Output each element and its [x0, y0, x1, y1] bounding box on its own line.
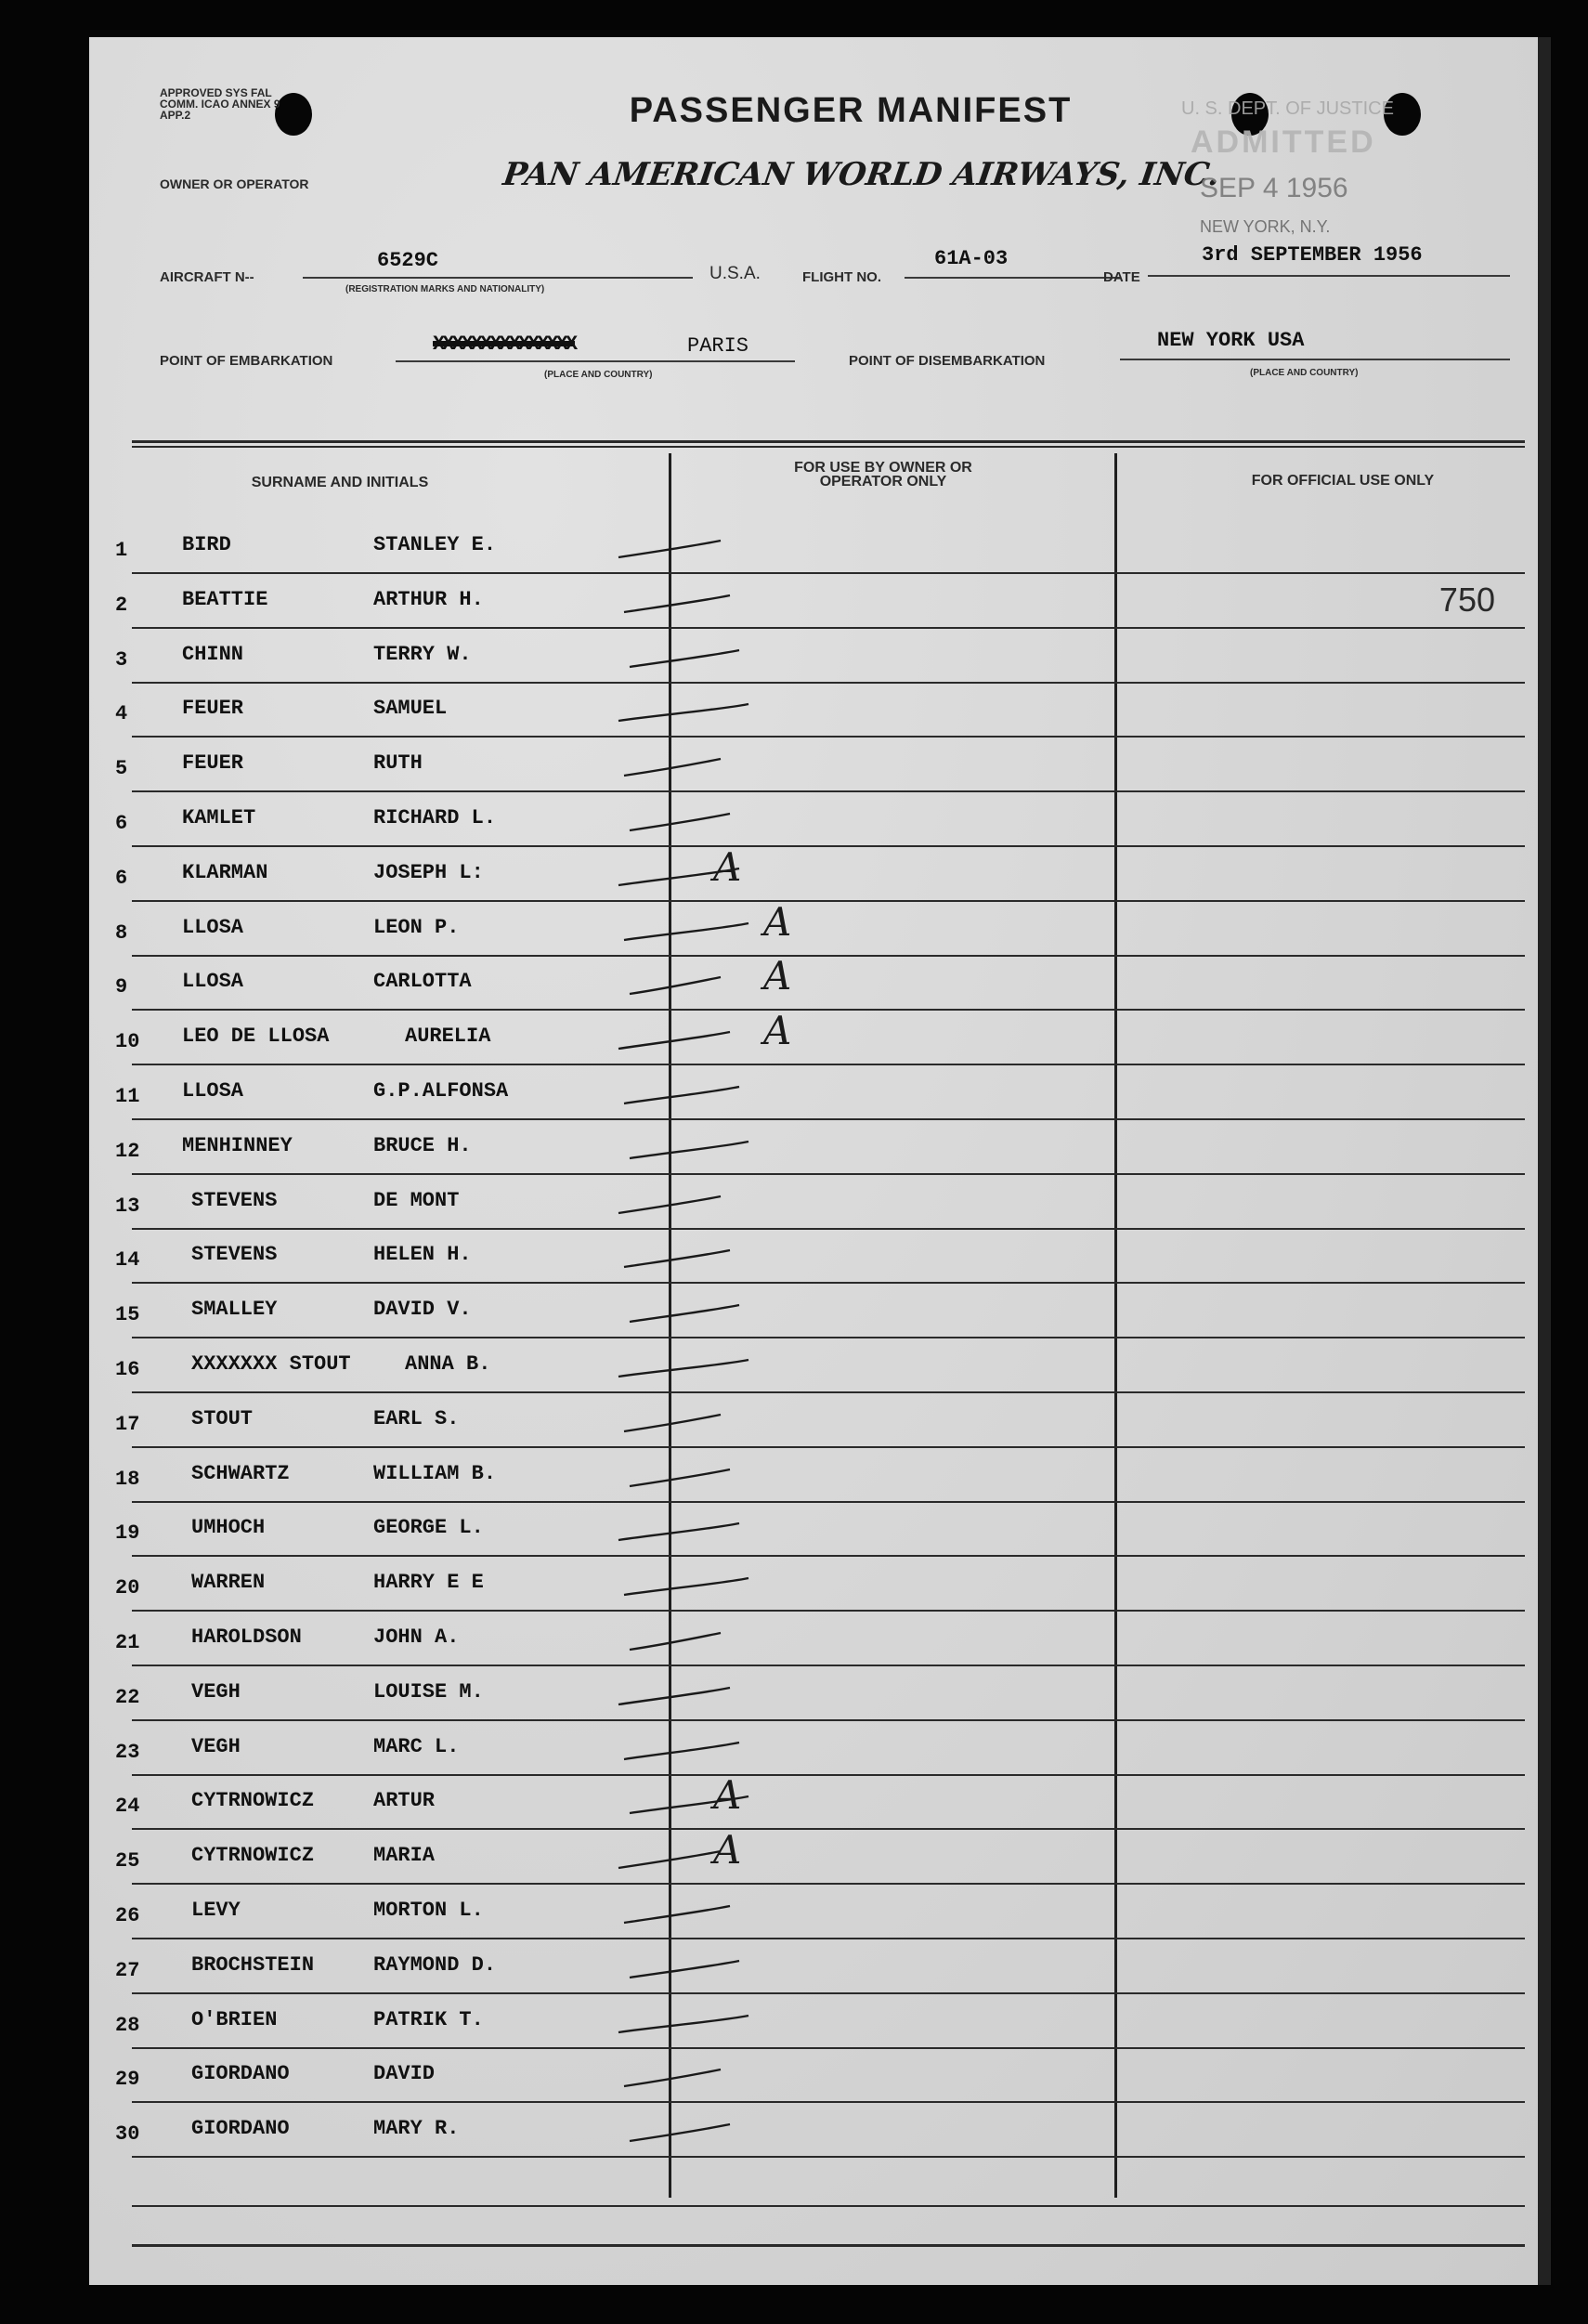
disembarkation-value: NEW YORK USA [1157, 329, 1305, 352]
tick-stroke [624, 1250, 730, 1267]
passenger-surname: WARREN [191, 1571, 266, 1594]
table-row [89, 2104, 1551, 2158]
official-annotation: 750 [1438, 581, 1495, 619]
row-number: 26 [115, 1904, 140, 1927]
check-tick-mark [609, 1394, 851, 1448]
passenger-surname: O'BRIEN [191, 2008, 278, 2031]
passenger-surname: KAMLET [182, 806, 256, 829]
handwritten-mark: A [763, 953, 792, 999]
date-value: 3rd SEPTEMBER 1956 [1202, 243, 1423, 267]
owner-label: OWNER OR OPERATOR [160, 176, 309, 191]
column-header-names: SURNAME AND INITIALS [251, 475, 429, 490]
stamp-agency: U. S. DEPT. OF JUSTICE [1181, 98, 1394, 119]
airline-name: PAN AMERICAN WORLD AIRWAYS, INC. [501, 156, 1222, 193]
row-number: 9 [115, 975, 128, 999]
passenger-surname: CYTRNOWICZ [191, 1789, 315, 1812]
table-row [89, 1176, 1551, 1230]
passenger-given-names: DE MONT [373, 1189, 460, 1212]
table-row [89, 1772, 1551, 1830]
passenger-given-names: BRUCE H. [373, 1134, 472, 1157]
passenger-surname: GIORDANO [191, 2117, 290, 2140]
check-tick-mark [609, 1285, 851, 1338]
table-row [89, 1886, 1551, 1939]
check-tick-mark [609, 903, 851, 957]
passenger-surname: CYTRNOWICZ [191, 1844, 315, 1867]
row-number: 14 [115, 1248, 140, 1272]
table-row [89, 1394, 1551, 1448]
check-tick-mark [609, 1722, 851, 1776]
row-number: 17 [115, 1413, 140, 1436]
tick-stroke [630, 1469, 730, 1486]
flight-value: 61A-03 [934, 247, 1009, 270]
passenger-surname: XXXXXXX STOUT [191, 1352, 351, 1376]
handwritten-mark: A [763, 899, 792, 945]
check-tick-mark [609, 684, 851, 738]
passenger-given-names: JOSEPH L: [373, 861, 484, 884]
tick-stroke [630, 1305, 739, 1322]
row-number: 6 [115, 867, 128, 890]
check-tick-mark [609, 630, 851, 684]
table-row [89, 1230, 1551, 1284]
disembarkation-sublabel: (PLACE AND COUNTRY) [1250, 368, 1359, 378]
passenger-surname: KLARMAN [182, 861, 268, 884]
table-row [89, 738, 1551, 792]
tick-stroke [624, 1578, 748, 1595]
table-row [89, 1503, 1551, 1557]
passenger-surname: CHINN [182, 643, 244, 666]
passenger-surname: BIRD [182, 533, 231, 556]
check-tick-mark [609, 1886, 851, 1939]
embarkation-value: PARIS [687, 334, 749, 358]
row-number: 5 [115, 757, 128, 780]
passenger-given-names: MARC L. [373, 1735, 460, 1758]
passenger-surname: LLOSA [182, 916, 244, 939]
embarkation-sublabel: (PLACE AND COUNTRY) [544, 370, 653, 380]
passenger-given-names: HELEN H. [373, 1243, 472, 1266]
passenger-surname: BROCHSTEIN [191, 1953, 315, 1977]
tick-stroke [630, 650, 739, 667]
stamp-date: SEP 4 1956 [1200, 173, 1348, 203]
row-number: 27 [115, 1959, 140, 1982]
country-label: U.S.A. [709, 264, 761, 283]
table-row [89, 1339, 1551, 1393]
passenger-surname: GIORDANO [191, 2062, 290, 2085]
row-number: 21 [115, 1631, 140, 1654]
passenger-surname: MENHINNEY [182, 1134, 293, 1157]
table-row [89, 1285, 1551, 1338]
passenger-given-names: PATRIK T. [373, 2008, 484, 2031]
row-number: 11 [115, 1085, 140, 1108]
table-row [89, 1008, 1551, 1065]
column-header-official: FOR OFFICIAL USE ONLY [1251, 473, 1435, 489]
handwritten-mark: A [713, 1827, 742, 1873]
passenger-surname: SMALLEY [191, 1298, 278, 1321]
table-row [89, 1940, 1551, 1994]
tick-stroke [618, 704, 748, 721]
check-tick-mark [609, 520, 851, 574]
approval-block: APPROVED SYS FAL COMM. ICAO ANNEX 9 APP.2 [160, 86, 280, 122]
row-number: 1 [115, 539, 128, 562]
stamp-admitted: ADMITTED [1191, 124, 1376, 160]
handwritten-mark: A [763, 1008, 792, 1053]
passenger-given-names: MARIA [373, 1844, 436, 1867]
passenger-surname: STOUT [191, 1407, 254, 1430]
date-underline [1148, 275, 1510, 277]
passenger-surname: STEVENS [191, 1189, 278, 1212]
handwritten-mark: A [713, 1772, 742, 1818]
table-row [89, 2049, 1551, 2103]
tick-stroke [624, 923, 748, 940]
aircraft-label: AIRCRAFT N-- [160, 269, 254, 285]
flight-label: FLIGHT NO. [802, 269, 881, 285]
passenger-given-names: CARLOTTA [373, 970, 472, 993]
check-tick-mark [609, 1230, 851, 1284]
tick-stroke [624, 759, 721, 776]
check-tick-mark [609, 2049, 851, 2103]
passenger-surname: BEATTIE [182, 588, 268, 611]
tick-stroke [630, 1633, 721, 1650]
row-number: 6 [115, 812, 128, 835]
table-top-rule [132, 440, 1525, 443]
tick-stroke [618, 1196, 721, 1213]
disembarkation-label: POINT OF DISEMBARKATION [849, 353, 1046, 369]
column-header-owner: FOR USE BY OWNER OR OPERATOR ONLY [794, 460, 972, 490]
check-tick-mark [609, 1449, 851, 1503]
passenger-surname: SCHWARTZ [191, 1462, 290, 1485]
table-row [89, 1667, 1551, 1721]
stamp-place: NEW YORK, N.Y. [1200, 217, 1331, 236]
table-row [89, 1827, 1551, 1885]
table-row [89, 520, 1551, 574]
aircraft-underline [303, 277, 693, 279]
tick-stroke [618, 1032, 730, 1049]
passenger-given-names: AURELIA [405, 1025, 491, 1048]
passenger-surname: LLOSA [182, 970, 244, 993]
passenger-given-names: EARL S. [373, 1407, 460, 1430]
passenger-given-names: WILLIAM B. [373, 1462, 497, 1485]
table-row [89, 1066, 1551, 1120]
passenger-given-names: G.P.ALFONSA [373, 1079, 509, 1103]
row-number: 18 [115, 1468, 140, 1491]
tick-stroke [618, 2016, 748, 2032]
check-tick-mark [609, 793, 851, 847]
check-tick-mark [609, 2104, 851, 2158]
passenger-surname: LEVY [191, 1899, 241, 1922]
row-number: 16 [115, 1358, 140, 1381]
passenger-given-names: ANNA B. [405, 1352, 491, 1376]
check-tick-mark [609, 1503, 851, 1557]
table-bottom-rule [132, 2244, 1525, 2247]
passenger-given-names: RICHARD L. [373, 806, 497, 829]
check-tick-mark [609, 1066, 851, 1120]
row-number: 29 [115, 2068, 140, 2091]
passenger-given-names: DAVID [373, 2062, 436, 2085]
table-row [89, 684, 1551, 738]
row-number: 20 [115, 1576, 140, 1599]
tick-stroke [624, 1906, 730, 1923]
manifest-sheet [89, 37, 1551, 2285]
tick-stroke [624, 2069, 721, 2086]
tick-stroke [630, 2124, 730, 2141]
row-number: 2 [115, 594, 128, 617]
embarkation-struck: XXXXXXXXXXXXXXX [433, 333, 576, 356]
tick-stroke [618, 541, 721, 557]
tick-stroke [618, 1688, 730, 1704]
tick-stroke [618, 1360, 748, 1377]
passenger-surname: FEUER [182, 697, 244, 720]
passenger-given-names: RUTH [373, 751, 423, 775]
table-bottom-rule [132, 2205, 1525, 2207]
table-row [89, 899, 1551, 957]
check-tick-mark [609, 957, 851, 1011]
passenger-given-names: SAMUEL [373, 697, 448, 720]
passenger-given-names: ARTHUR H. [373, 588, 484, 611]
passenger-given-names: JOHN A. [373, 1625, 460, 1649]
row-number: 12 [115, 1140, 140, 1163]
passenger-given-names: RAYMOND D. [373, 1953, 497, 1977]
tick-stroke [624, 1415, 721, 1431]
tick-stroke [618, 1523, 739, 1540]
row-number: 23 [115, 1741, 140, 1764]
passenger-given-names: DAVID V. [373, 1298, 472, 1321]
check-tick-mark [609, 1558, 851, 1612]
table-top-rule [132, 446, 1525, 448]
passenger-surname: FEUER [182, 751, 244, 775]
table-row [89, 953, 1551, 1011]
table-row [89, 1995, 1551, 2049]
passenger-given-names: ARTUR [373, 1789, 436, 1812]
handwritten-mark: A [713, 844, 742, 890]
tick-stroke [624, 1743, 739, 1759]
check-tick-mark [609, 1940, 851, 1994]
passenger-surname: STEVENS [191, 1243, 278, 1266]
passenger-given-names: STANLEY E. [373, 533, 497, 556]
disembarkation-underline [1120, 359, 1510, 360]
tick-stroke [624, 1087, 739, 1103]
embarkation-underline [396, 360, 795, 362]
aircraft-value: 6529C [377, 249, 439, 272]
check-tick-mark [609, 738, 851, 792]
passenger-given-names: GEORGE L. [373, 1516, 484, 1539]
tick-stroke [618, 1851, 721, 1868]
passenger-given-names: LOUISE M. [373, 1680, 484, 1704]
passenger-given-names: MARY R. [373, 2117, 460, 2140]
table-row [89, 1558, 1551, 1612]
passenger-surname: UMHOCH [191, 1516, 266, 1539]
tick-stroke [630, 1142, 748, 1158]
row-number: 13 [115, 1195, 140, 1218]
row-number: 3 [115, 648, 128, 672]
row-number: 15 [115, 1303, 140, 1326]
tick-stroke [630, 814, 730, 830]
table-row [89, 1722, 1551, 1776]
flight-underline [905, 277, 1120, 279]
passenger-surname: LEO DE LLOSA [182, 1025, 330, 1048]
row-number: 8 [115, 921, 128, 945]
passenger-given-names: TERRY W. [373, 643, 472, 666]
passenger-given-names: MORTON L. [373, 1899, 484, 1922]
passenger-surname: VEGH [191, 1680, 241, 1704]
passenger-surname: HAROLDSON [191, 1625, 302, 1649]
passenger-given-names: HARRY E E [373, 1571, 484, 1594]
check-tick-mark [609, 1612, 851, 1666]
row-number: 22 [115, 1686, 140, 1709]
aircraft-sublabel: (REGISTRATION MARKS AND NATIONALITY) [345, 284, 545, 294]
table-row [89, 1449, 1551, 1503]
tick-stroke [630, 1961, 739, 1978]
passenger-surname: LLOSA [182, 1079, 244, 1103]
check-tick-mark [609, 575, 851, 629]
row-number: 24 [115, 1795, 140, 1818]
check-tick-mark [609, 1176, 851, 1230]
row-number: 10 [115, 1030, 140, 1053]
row-number: 25 [115, 1849, 140, 1873]
table-row [89, 1612, 1551, 1666]
table-row [89, 630, 1551, 684]
check-tick-mark [609, 1667, 851, 1721]
row-number: 28 [115, 2014, 140, 2037]
check-tick-mark [609, 1012, 851, 1065]
check-tick-mark [609, 1121, 851, 1175]
table-row [89, 793, 1551, 847]
admitted-stamp [1181, 98, 1478, 256]
embarkation-label: POINT OF EMBARKATION [160, 353, 333, 369]
row-number: 19 [115, 1521, 140, 1545]
page-title: PASSENGER MANIFEST [629, 91, 1073, 130]
passenger-surname: VEGH [191, 1735, 241, 1758]
passenger-given-names: LEON P. [373, 916, 460, 939]
check-tick-mark [609, 1995, 851, 2049]
row-number: 4 [115, 702, 128, 725]
table-row [89, 844, 1551, 902]
date-label: DATE [1103, 269, 1140, 285]
check-tick-mark [609, 1339, 851, 1393]
table-row [89, 1121, 1551, 1175]
tick-stroke [624, 595, 730, 612]
tick-stroke [630, 977, 721, 994]
table-row [89, 575, 1551, 629]
row-number: 30 [115, 2122, 140, 2146]
